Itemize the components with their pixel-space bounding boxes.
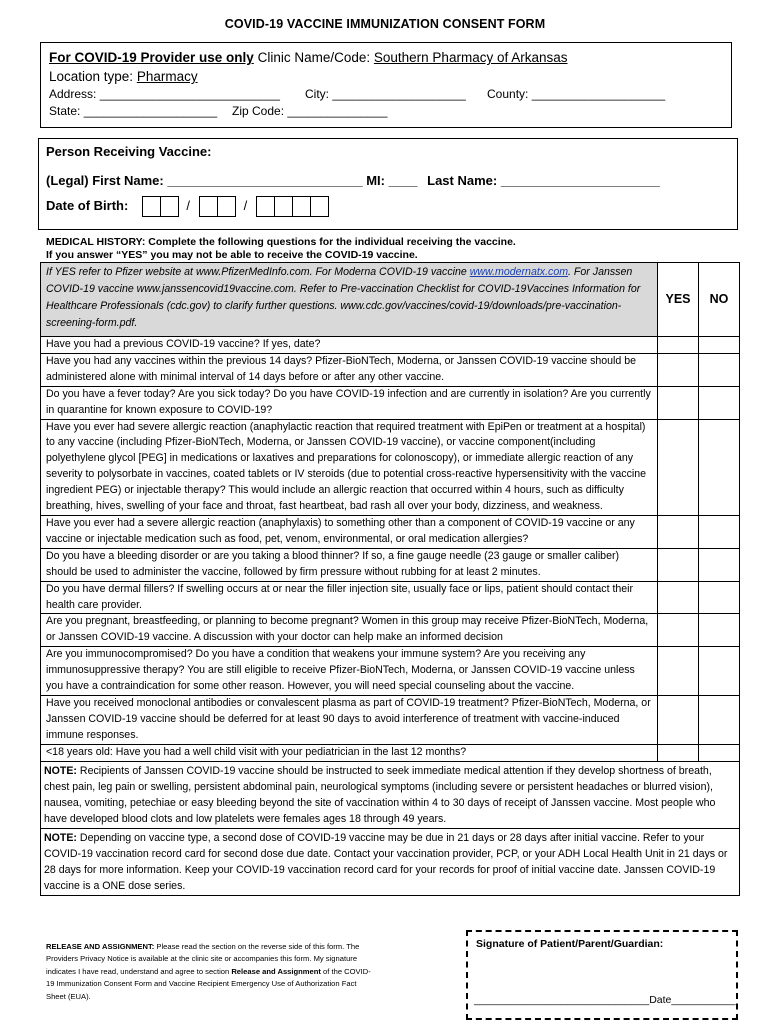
question-row [41,744,740,761]
note-text: Recipients of Janssen COVID-19 vaccine should be instructed to seek immediate medical attention if they develop shortness of breath, chest pain, leg pain or swelling, persistent abdominal pain, neurological symptoms (including severe or persistent headaches or blurred vision), nausea, vomiting, petechiae or easy bleeding beyond the site of vaccination within 4 to 30 days of receipt of Janssen vaccine. Most people who have developed blood clots and low platelets were females ages 18 through 49 years. [44,764,716,825]
question-row [41,548,740,581]
address-row [49,86,723,103]
question-text: Do you have a bleeding disorder or are you taking a blood thinner? If so, a fine gauge needle (23 gauge or smaller caliber) should be used to administer the vaccine, followed by firm pressure without rubbing for at least 2 minutes. [41,548,658,581]
dob-label: Date of Birth: [46,197,129,213]
address-field[interactable]: Address: ___________________________ [49,87,280,101]
janssen-note [41,761,740,828]
question-row [41,386,740,419]
dob-month-digit-1[interactable] [142,196,161,217]
release-section-name: Release and Assignment [231,966,321,976]
release-text-2: of the COVID-19 Immunization Consent Form and Vaccine Recipient Emergency Use of Authorization Fact Sheet (EUA). [46,966,371,1001]
dob-separator: / [243,197,248,213]
info-text-2: . For Janssen COVID-19 vaccine www.janssencovid19vaccine.com. Refer to Pre-vaccination Checklist for COVID-19Vaccines Information for Healthcare Professionals (cdc.gov) to clarify further questions. www.cdc.gov/vaccines/covid-19/downloads/pre-vaccination-screening-form.pdf. [46,266,641,329]
yes-checkbox-cell[interactable] [658,386,699,419]
question-text: Have you had a previous COVID-19 vaccine? If yes, date? [41,337,658,354]
question-text: Do you have a fever today? Are you sick today? Do you have COVID-19 infection and are currently in isolation? Are you currently in quarantine for known exposure to COVID-19? [41,386,658,419]
yes-checkbox-cell[interactable] [658,337,699,354]
question-row [41,647,740,696]
medical-heading-line-2: If you answer “YES” you may not be able to receive the COVID-19 vaccine. [46,249,418,261]
question-text: Have you received monoclonal antibodies or convalescent plasma as part of COVID-19 treatment? Pfizer-BioNTech, Moderna, or Janssen COVID-19 vaccine should be deferred for at least 90 days to avoid interference of treatment with vaccine-induced immune responses. [41,695,658,744]
no-checkbox-cell[interactable] [699,419,740,515]
question-row [41,353,740,386]
note-row [41,828,740,895]
no-checkbox-cell[interactable] [699,614,740,647]
question-text: Have you ever had severe allergic reaction (anaphylactic reaction that required treatment with EpiPen or treatment at a hospital) to any vaccine (including Pfizer-BioNTech, Moderna, or Janssen COVID-19 vaccine), or vaccine component(including polyethylene glycol [PEG] in medications or laxatives and preparations for colonoscopy), or immediate allergic reaction of any severity to polysorbate in vaccines, coated tablets or IV steroids (due to potential cross-reactive hypersensitivity with the vaccine ingredient PEG) or injectable therapy? This would include an allergic reaction that occurred within 4 hours, such as difficulty breathing, hives, swelling of your face and throat, fast heartbeat, bad rash all over your body, dizziness, and weakness. [41,419,658,515]
info-cell [41,263,658,337]
question-row [41,419,740,515]
info-row [41,263,740,337]
question-text: Have you ever had a severe allergic reaction (anaphylaxis) to something other than a component of COVID-19 vaccine or any vaccine or injectable medication such as food, pet, venom, environmental, or oral medication allergies? [41,515,658,548]
question-row [41,581,740,614]
yes-checkbox-cell[interactable] [658,581,699,614]
zip-field[interactable]: Zip Code: _______________ [232,104,388,118]
signature-date-line[interactable]: ______________________________Date___________ [474,994,736,1006]
first-name-field[interactable]: (Legal) First Name: ___________________________ [46,173,363,188]
dob-month-digit-2[interactable] [160,196,179,217]
second-dose-note [41,828,740,895]
info-text-1: If YES refer to Pfizer website at www.PfizerMedInfo.com. For Moderna COVID-19 vaccine [46,266,470,278]
name-row [46,173,660,188]
location-label: Location type: [49,69,134,84]
dob-separator: / [186,197,191,213]
county-field[interactable]: County: ____________________ [487,87,666,101]
yes-checkbox-cell[interactable] [658,419,699,515]
no-checkbox-cell[interactable] [699,744,740,761]
signature-box[interactable] [466,930,738,1020]
dob-row [46,196,328,217]
question-text: Do you have dermal fillers? If swelling occurs at or near the filler injection site, usually face or lips, patient should contact their health care provider. [41,581,658,614]
release-text-1: Please read the section on the reverse side of this form. The Providers Privacy Notice is available at the clinic site or accompanies this form. My signature indicates I have read, understand and agree to section [46,942,360,976]
note-label: NOTE: [44,764,77,777]
clinic-label: Clinic Name/Code: [257,50,371,65]
provider-line-1 [49,48,723,67]
state-field[interactable]: State: ____________________ [49,104,218,118]
yes-checkbox-cell[interactable] [658,647,699,696]
question-row [41,695,740,744]
provider-section [40,42,732,128]
yes-checkbox-cell[interactable] [658,548,699,581]
form-title: COVID-19 VACCINE IMMUNIZATION CONSENT FORM [224,17,546,31]
moderna-link[interactable]: www.modernatx.com [469,266,569,278]
yes-checkbox-cell[interactable] [658,515,699,548]
dob-year-digit-4[interactable] [310,196,329,217]
no-checkbox-cell[interactable] [699,695,740,744]
dob-year-digit-2[interactable] [274,196,293,217]
no-checkbox-cell[interactable] [699,353,740,386]
no-checkbox-cell[interactable] [699,337,740,354]
city-field[interactable]: City: ____________________ [305,87,466,101]
state-row [49,103,723,120]
question-text: Are you immunocompromised? Do you have a condition that weakens your immune system? Are you receiving any immunosuppressive therapy? You are still eligible to receive Pfizer-BioNTech, Moderna, or Janssen COVID-19 vaccine unless you have a contraindication for some other reason. However, you will need special counseling about the vaccine. [41,647,658,696]
yes-header: YES [658,263,699,337]
dob-day-digit-2[interactable] [217,196,236,217]
person-heading: Person Receiving Vaccine: [46,144,212,159]
note-text: Depending on vaccine type, a second dose of COVID-19 vaccine may be due in 21 days or 28 days after initial vaccine. Refer to your COVID-19 vaccination record card for second dose due date. Contact your vaccination provider, PCP, or your ADH Local Health Unit in 21 days or 28 days for more information. Keep your COVID-19 vaccination record card for your records for proof of initial vaccine date. Janssen COVID-19 vaccine is a ONE dose series. [44,831,728,892]
signature-label: Signature of Patient/Parent/Guardian: [476,938,664,950]
dob-year-digit-3[interactable] [292,196,311,217]
person-section [38,138,738,230]
question-text: Have you had any vaccines within the previous 14 days? Pfizer-BioNTech, Moderna, or Janssen COVID-19 vaccine should be administered alone with minimal interval of 14 days before or after any other vaccine. [41,353,658,386]
location-value[interactable]: Pharmacy [136,69,198,84]
note-row [41,761,740,828]
question-row [41,515,740,548]
provider-use-label: For COVID-19 Provider use only [49,50,254,65]
yes-checkbox-cell[interactable] [658,614,699,647]
release-label: RELEASE AND ASSIGNMENT: [46,942,155,951]
no-checkbox-cell[interactable] [699,386,740,419]
question-row [41,614,740,647]
dob-year-digit-1[interactable] [256,196,275,217]
yes-checkbox-cell[interactable] [658,695,699,744]
no-checkbox-cell[interactable] [699,548,740,581]
no-header: NO [699,263,740,337]
no-checkbox-cell[interactable] [699,581,740,614]
question-text: Are you pregnant, breastfeeding, or planning to become pregnant? Women in this group may receive Pfizer-BioNTech, Moderna, or Janssen COVID-19 vaccine. A discussion with your doctor can help make an informed decision [41,614,658,647]
release-assignment-text [46,941,378,1003]
last-name-field[interactable]: Last Name: ______________________ [427,173,660,188]
question-row [41,337,740,354]
yes-checkbox-cell[interactable] [658,744,699,761]
yes-checkbox-cell[interactable] [658,353,699,386]
no-checkbox-cell[interactable] [699,647,740,696]
note-label: NOTE: [44,831,77,844]
medical-history-heading [46,236,736,262]
mi-field[interactable]: MI: ____ [366,173,418,188]
provider-line-2 [49,67,723,86]
dob-day-digit-1[interactable] [199,196,218,217]
no-checkbox-cell[interactable] [699,515,740,548]
medical-heading-line-1: MEDICAL HISTORY: Complete the following questions for the individual receiving the vaccine. [46,236,516,248]
clinic-value[interactable]: Southern Pharmacy of Arkansas [373,50,568,65]
question-text: <18 years old: Have you had a well child visit with your pediatrician in the last 12 months? [41,744,658,761]
medical-questions-table [40,262,740,896]
